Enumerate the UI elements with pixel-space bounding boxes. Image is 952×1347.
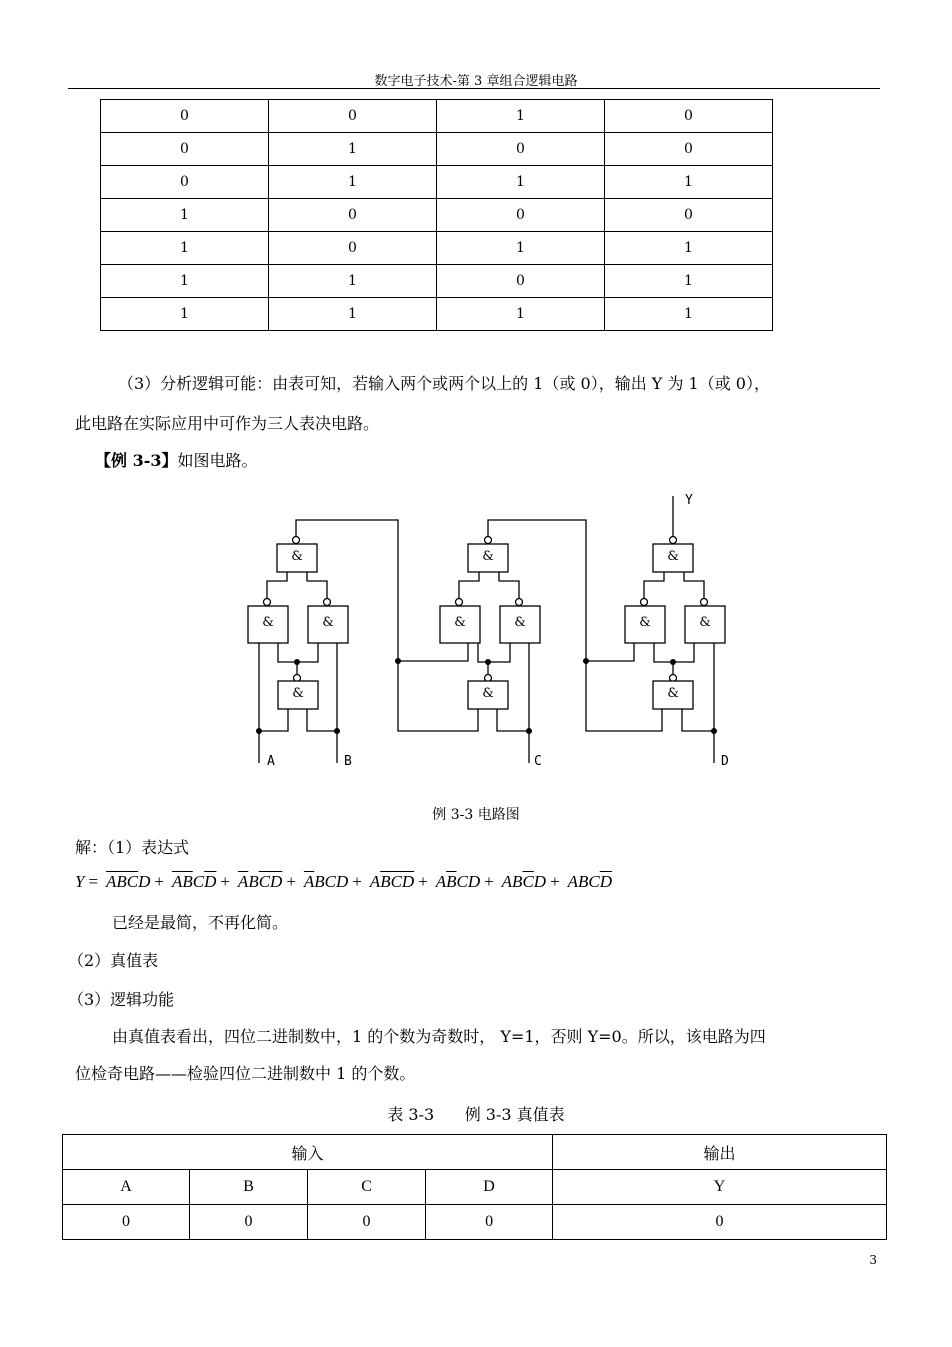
circuit-caption: 例 3-3 电路图: [432, 807, 520, 823]
table-cell: 1: [269, 133, 437, 166]
table-cell: 0: [63, 1205, 190, 1240]
table-cell: 1: [605, 166, 773, 199]
table-cell: 1: [101, 298, 269, 331]
function-desc-line-1: 由真值表看出，四位二进制数中，1 的个数为奇数时， Y=1，否则 Y=0。所以，该电路为四: [112, 1027, 766, 1046]
output-label-y: Y: [685, 493, 693, 508]
table-cell: 0: [605, 100, 773, 133]
table-cell: 0: [269, 199, 437, 232]
page-number: 3: [869, 1253, 877, 1267]
circuit-gates: [248, 544, 725, 709]
header-rule: [68, 88, 880, 89]
table-cell: 0: [101, 100, 269, 133]
gate-symbol: &: [291, 549, 303, 564]
gate-symbol: &: [454, 615, 466, 630]
input-label-d: D: [721, 754, 729, 769]
solution-expression-heading: 解：（1）表达式: [75, 838, 190, 857]
gate-symbol: &: [482, 686, 494, 701]
column-header: Y: [553, 1170, 887, 1205]
table-cell: 1: [605, 265, 773, 298]
table-cell: 1: [269, 166, 437, 199]
truth-table-3-3: [62, 1134, 887, 1240]
table-row: [101, 232, 773, 265]
example-heading: [95, 451, 258, 471]
table-cell: 1: [437, 166, 605, 199]
table-row: [101, 199, 773, 232]
table-cell: 1: [101, 199, 269, 232]
table-row: [101, 133, 773, 166]
simplified-note: 已经是最简，不再化简。: [112, 913, 289, 932]
input-label-a: A: [267, 754, 275, 769]
table-cell: 1: [101, 265, 269, 298]
table-cell: 1: [437, 298, 605, 331]
gate-symbol: &: [292, 686, 304, 701]
example-text: 如图电路。: [177, 451, 258, 470]
table-cell: 0: [605, 133, 773, 166]
analysis-line-1: （3）分析逻辑可能：由表可知，若输入两个或两个以上的 1（或 0），输出 Y 为 1（或 0），: [118, 374, 770, 393]
table-cell: 0: [269, 100, 437, 133]
column-header: A: [63, 1170, 190, 1205]
function-desc-line-2: 位检奇电路——检验四位二进制数中 1 的个数。: [75, 1064, 416, 1083]
table-cell: 0: [437, 133, 605, 166]
table-cell: 0: [553, 1205, 887, 1240]
table-caption: 表 3-3 例 3-3 真值表: [387, 1105, 565, 1124]
table-row: [101, 166, 773, 199]
gate-symbol: &: [482, 549, 494, 564]
output-header: 输出: [553, 1135, 887, 1170]
table-cell: 0: [605, 199, 773, 232]
table-row: [101, 100, 773, 133]
table-row: [101, 265, 773, 298]
table-cell: 0: [437, 265, 605, 298]
column-header: D: [426, 1170, 553, 1205]
table-cell: 1: [101, 232, 269, 265]
table-cell: 1: [437, 232, 605, 265]
table-cell: 0: [269, 232, 437, 265]
table-cell: 1: [437, 100, 605, 133]
table-row: [101, 298, 773, 331]
logic-expression: $Y = \overline{A}\overline{B}\overline{C}D + \overline{A}\overline{B}C\overline{D} + \overline{A}B\overline{C}\overline{D} + \overline{A}BCD + A\overline{B}\overline{C}\overline{D} + A\overline{B}CD + AB\overline{C}D + ABC\overline{D}$: [75, 872, 613, 891]
gate-symbol: &: [639, 615, 651, 630]
column-header: B: [190, 1170, 308, 1205]
gate-symbol: &: [699, 615, 711, 630]
truth-table-continued: [100, 99, 773, 331]
gate-symbol: &: [667, 549, 679, 564]
table-cell: 0: [101, 166, 269, 199]
table-row: [63, 1205, 887, 1240]
page-header: 数字电子技术-第 3 章组合逻辑电路: [374, 74, 578, 89]
gate-symbol: &: [262, 615, 274, 630]
table-cell: 1: [269, 265, 437, 298]
truth-table-heading: （2）真值表: [68, 951, 159, 970]
gate-symbol: &: [667, 686, 679, 701]
example-label: 【例 3-3】: [95, 451, 178, 470]
column-header-row: [63, 1170, 887, 1205]
circuit-diagram: [230, 488, 760, 773]
table-cell: 1: [605, 232, 773, 265]
input-label-b: B: [344, 754, 352, 769]
table-cell: 0: [190, 1205, 308, 1240]
table-cell: 1: [269, 298, 437, 331]
logic-function-heading: （3）逻辑功能: [68, 990, 175, 1009]
input-label-c: C: [534, 754, 542, 769]
input-header: 输入: [63, 1135, 553, 1170]
formula-lhs: Y: [75, 872, 85, 891]
analysis-line-2: 此电路在实际应用中可作为三人表决电路。: [75, 414, 380, 433]
table-cell: 0: [426, 1205, 553, 1240]
gate-symbol: &: [322, 615, 334, 630]
column-header: C: [308, 1170, 426, 1205]
table-cell: 0: [437, 199, 605, 232]
table-cell: 1: [605, 298, 773, 331]
table-cell: 0: [101, 133, 269, 166]
table-cell: 0: [308, 1205, 426, 1240]
gate-symbol: &: [514, 615, 526, 630]
